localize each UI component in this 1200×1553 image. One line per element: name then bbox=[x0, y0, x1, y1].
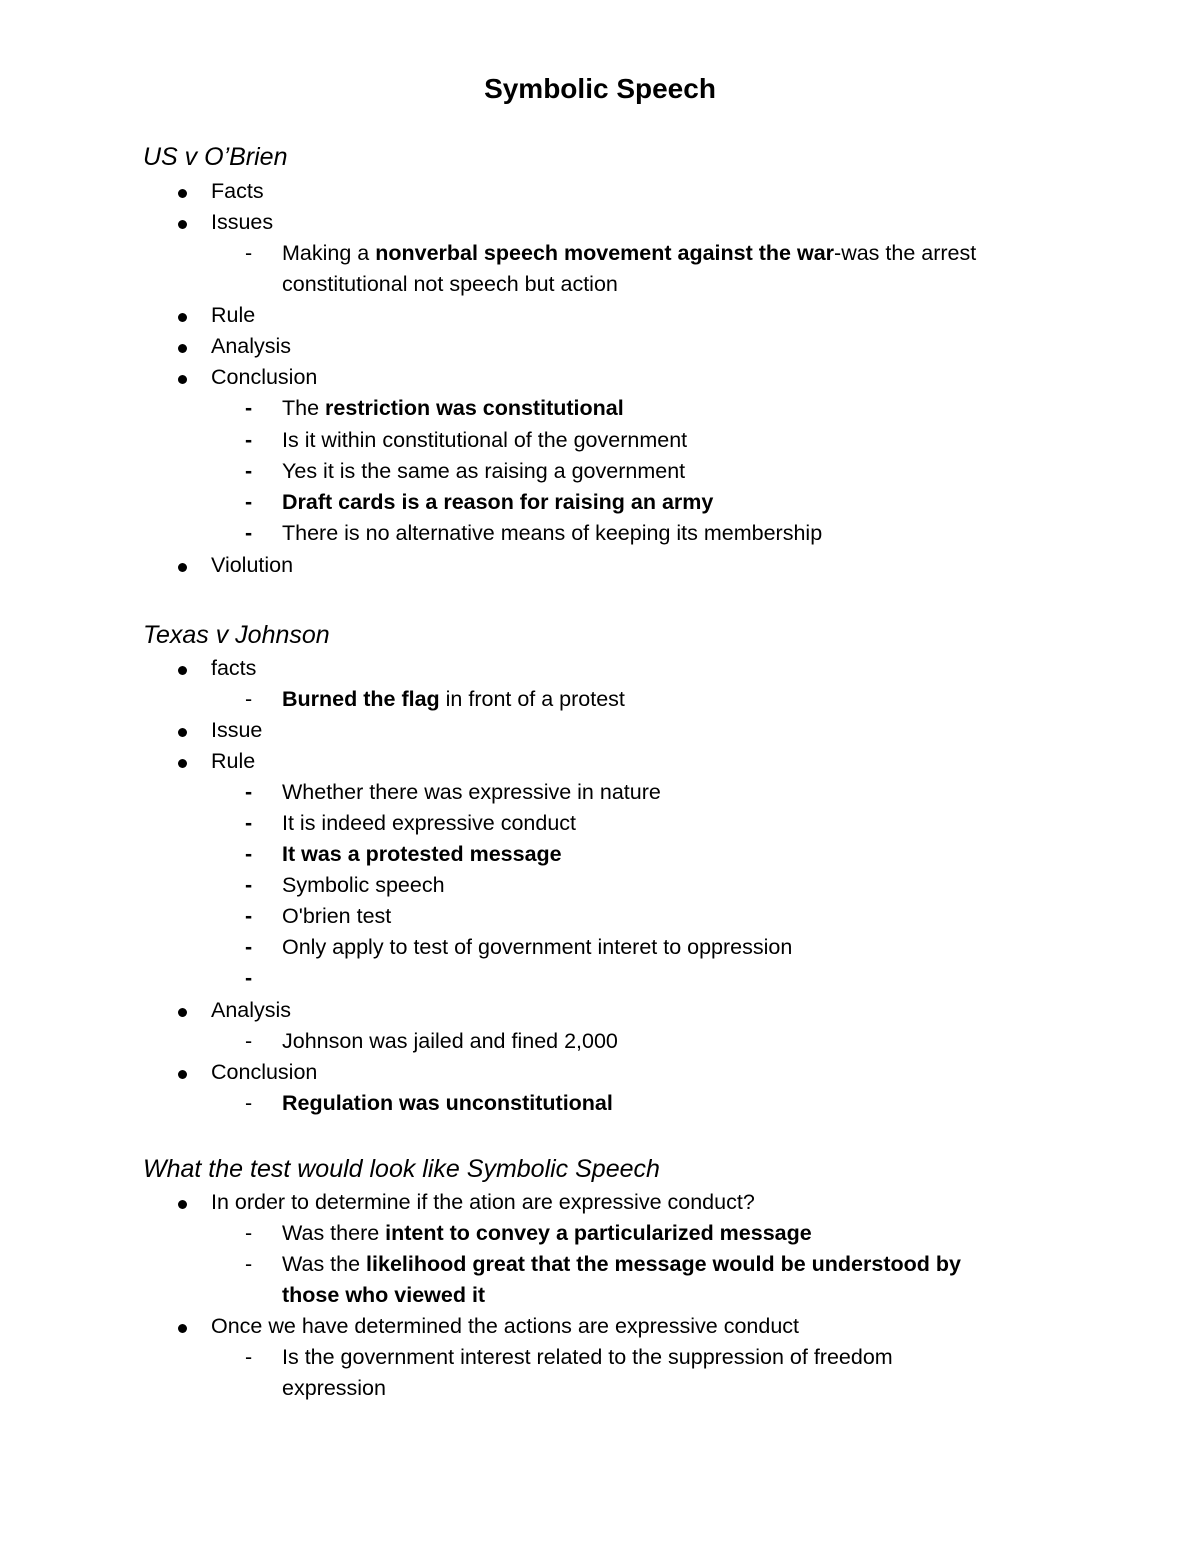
dash-marker: - bbox=[245, 1029, 253, 1053]
list-item: Analysis bbox=[211, 331, 291, 362]
sub-list-item: - Only apply to test of government interet to oppression bbox=[282, 932, 792, 963]
sub-list-item: - Johnson was jailed and fined 2,000 bbox=[282, 1026, 618, 1057]
sub-list-item: - Symbolic speech bbox=[282, 870, 445, 901]
sub-list-item: - Was the likelihood great that the message would be understood by bbox=[282, 1249, 961, 1280]
dash-marker: - bbox=[245, 241, 253, 265]
sub-list-item: - Burned the flag in front of a protest bbox=[282, 684, 625, 715]
sub-list-item: - Regulation was unconstitutional bbox=[282, 1088, 613, 1119]
dash-marker: - bbox=[245, 780, 253, 804]
dash-marker: - bbox=[245, 873, 253, 897]
sub-list-item: - It was a protested message bbox=[282, 839, 562, 870]
dash-marker: - bbox=[245, 1091, 253, 1115]
list-item: Rule bbox=[211, 746, 255, 777]
sub-list-item: - Is it within constitutional of the government bbox=[282, 425, 687, 456]
sub-list-item-continuation: those who viewed it bbox=[282, 1283, 486, 1307]
bullet-icon bbox=[178, 1200, 187, 1209]
list-item: Conclusion bbox=[211, 1057, 317, 1088]
bullet-icon bbox=[178, 728, 187, 737]
list-item: facts bbox=[211, 653, 256, 684]
dash-marker: - bbox=[245, 904, 253, 928]
sub-list-item: - Making a nonverbal speech movement against the war-was the arrest bbox=[282, 238, 976, 269]
list-item: Violution bbox=[211, 550, 293, 581]
dash-marker: - bbox=[245, 966, 253, 990]
dash-marker: - bbox=[245, 687, 253, 711]
bullet-icon bbox=[178, 189, 187, 198]
list-item: In order to determine if the ation are expressive conduct? bbox=[211, 1187, 755, 1218]
sub-list-item-continuation: constitutional not speech but action bbox=[282, 272, 618, 296]
bullet-icon bbox=[178, 1324, 187, 1333]
sub-list-item: - The restriction was constitutional bbox=[282, 393, 624, 424]
sub-list-item: - Was there intent to convey a particularized message bbox=[282, 1218, 812, 1249]
bullet-icon bbox=[178, 1070, 187, 1079]
sub-list-item: - Yes it is the same as raising a government bbox=[282, 456, 685, 487]
bullet-icon bbox=[178, 563, 187, 572]
sub-list-item-continuation: expression bbox=[282, 1376, 386, 1400]
dash-marker: - bbox=[245, 1221, 253, 1245]
dash-marker: - bbox=[245, 521, 253, 545]
list-item: Conclusion bbox=[211, 362, 317, 393]
sub-list-item: - There is no alternative means of keeping its membership bbox=[282, 518, 822, 549]
case-heading-obrien: US v O’Brien bbox=[143, 143, 288, 171]
dash-marker: - bbox=[245, 396, 253, 420]
case-heading-test: What the test would look like Symbolic Speech bbox=[143, 1155, 660, 1183]
sub-list-item: - It is indeed expressive conduct bbox=[282, 808, 576, 839]
case-heading-johnson: Texas v Johnson bbox=[143, 621, 330, 649]
list-item: Once we have determined the actions are expressive conduct bbox=[211, 1311, 799, 1342]
bullet-icon bbox=[178, 1008, 187, 1017]
page-title: Symbolic Speech bbox=[484, 73, 716, 104]
sub-list-item: - Draft cards is a reason for raising an army bbox=[282, 487, 713, 518]
dash-marker: - bbox=[245, 842, 253, 866]
list-item: Rule bbox=[211, 300, 255, 331]
dash-marker: - bbox=[245, 490, 253, 514]
bullet-icon bbox=[178, 344, 187, 353]
list-item: Analysis bbox=[211, 995, 291, 1026]
bullet-icon bbox=[178, 375, 187, 384]
bullet-icon bbox=[178, 666, 187, 675]
sub-list-item: - Whether there was expressive in nature bbox=[282, 777, 661, 808]
bullet-icon bbox=[178, 759, 187, 768]
dash-marker: - bbox=[245, 1345, 253, 1369]
list-item: Issue bbox=[211, 715, 262, 746]
sub-list-item: - O'brien test bbox=[282, 901, 391, 932]
bullet-icon bbox=[178, 220, 187, 229]
list-item: Issues bbox=[211, 207, 273, 238]
sub-list-item: - Is the government interest related to the suppression of freedom bbox=[282, 1342, 893, 1373]
dash-marker: - bbox=[245, 428, 253, 452]
list-item: Facts bbox=[211, 176, 264, 207]
dash-marker: - bbox=[245, 935, 253, 959]
bullet-icon bbox=[178, 313, 187, 322]
dash-marker: - bbox=[245, 1252, 253, 1276]
dash-marker: - bbox=[245, 459, 253, 483]
dash-marker: - bbox=[245, 811, 253, 835]
